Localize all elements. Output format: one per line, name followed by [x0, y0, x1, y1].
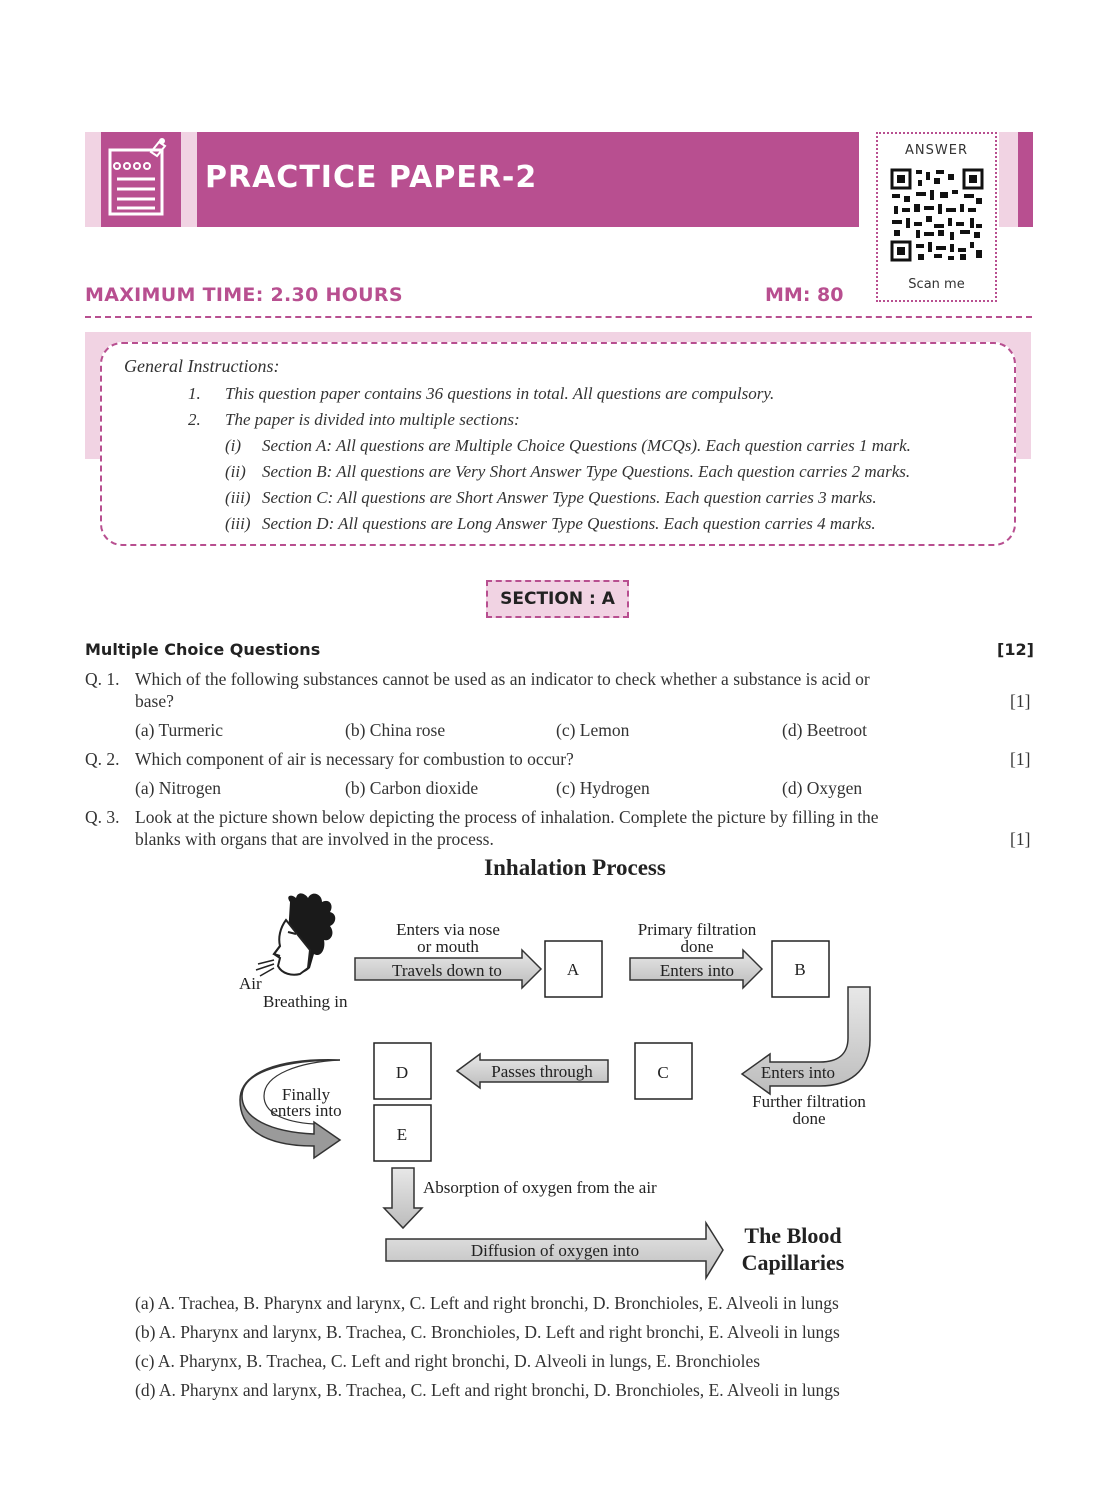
- further-filtration-label: Further filtration: [752, 1092, 866, 1111]
- diagram-title: Inhalation Process: [484, 855, 666, 880]
- blood-capillaries-label: Capillaries: [741, 1250, 845, 1275]
- question-text: Which component of air is necessary for combustion to occur?: [135, 749, 574, 769]
- subinstruction-text: Section D: All questions are Long Answer Type Questions. Each question carries 4 marks.: [262, 514, 876, 533]
- page-title: PRACTICE PAPER-2: [205, 160, 538, 195]
- absorption-label: Absorption of oxygen from the air: [423, 1178, 657, 1197]
- subinstruction-text: Section A: All questions are Multiple Choice Questions (MCQs). Each question carries 1 mark.: [262, 436, 911, 455]
- option[interactable]: (a) Turmeric: [135, 720, 223, 740]
- question-number: Q. 2.: [85, 749, 120, 769]
- option[interactable]: (d) A. Pharynx and larynx, B. Trachea, C. Left and right bronchi, D. Bronchioles, E. Alveoli in lungs: [135, 1380, 840, 1400]
- subinstruction-num: (i): [225, 436, 242, 455]
- head-illustration-icon: [256, 893, 335, 976]
- section-subheading: Multiple Choice Questions: [85, 640, 321, 659]
- section-label: SECTION : A: [486, 580, 629, 618]
- question-text: Which of the following substances cannot be used as an indicator to check whether a substance is acid or: [135, 669, 870, 689]
- max-marks: MM: 80: [765, 284, 844, 306]
- subinstruction-text: Section B: All questions are Very Short Answer Type Questions. Each question carries 2 marks.: [262, 462, 911, 481]
- box-b-label: B: [794, 960, 806, 979]
- notepad-list-icon: [101, 132, 181, 227]
- box-e-label: E: [396, 1125, 408, 1144]
- primary-filtration-label: Primary filtration: [637, 920, 757, 939]
- blood-capillaries-label: The Blood: [744, 1223, 842, 1248]
- option[interactable]: (d) Beetroot: [782, 720, 868, 740]
- instruction-num: 1.: [188, 384, 201, 403]
- inhalation-diagram: [230, 850, 890, 1290]
- option[interactable]: (d) Oxygen: [782, 778, 863, 798]
- option[interactable]: (c) Lemon: [556, 720, 630, 740]
- travels-down-label: Travels down to: [392, 961, 502, 980]
- option[interactable]: (c) Hydrogen: [556, 778, 650, 798]
- option[interactable]: (c) A. Pharynx, B. Trachea, C. Left and right bronchi, D. Alveoli in lungs, E. Bronchioles: [135, 1351, 761, 1371]
- subinstruction-num: (ii): [225, 462, 246, 481]
- question-mark: [1]: [1010, 749, 1031, 769]
- subinstruction-num: (iii): [225, 488, 251, 507]
- option[interactable]: (b) China rose: [345, 720, 446, 740]
- enters-via-label: Enters via nose: [396, 920, 500, 939]
- qr-code[interactable]: [890, 168, 984, 262]
- header-divider: [85, 316, 1032, 318]
- question-text: blanks with organs that are involved in the process.: [135, 829, 494, 849]
- breathing-in-label: Breathing in: [263, 992, 348, 1011]
- header-icon-box: [101, 132, 181, 227]
- instructions-heading: General Instructions:: [124, 356, 280, 376]
- enters-into-label: Enters into: [659, 961, 735, 980]
- finally-label: enters into: [270, 1101, 342, 1120]
- section-marks: [12]: [997, 640, 1034, 659]
- air-label: Air: [239, 974, 262, 993]
- option[interactable]: (b) A. Pharynx and larynx, B. Trachea, C. Bronchioles, D. Left and right bronchi, E. Alveoli in lungs: [135, 1322, 840, 1342]
- instruction-text: This question paper contains 36 questions in total. All questions are compulsory.: [225, 384, 775, 403]
- enters-into-label: Enters into: [760, 1063, 836, 1082]
- box-a-label: A: [566, 960, 580, 979]
- option[interactable]: (a) A. Trachea, B. Pharynx and larynx, C. Left and right bronchi, D. Bronchioles, E. Alveoli in lungs: [135, 1293, 839, 1313]
- primary-filtration-label: done: [680, 937, 714, 956]
- question-mark: [1]: [1010, 829, 1031, 849]
- enters-via-label: or mouth: [417, 937, 479, 956]
- max-time: MAXIMUM TIME: 2.30 HOURS: [85, 284, 403, 306]
- subinstruction-text: Section C: All questions are Short Answer Type Questions. Each question carries 3 marks.: [262, 488, 877, 507]
- box-d-label: D: [395, 1063, 409, 1082]
- qr-top-label: ANSWER: [905, 143, 968, 158]
- passes-through-label: Passes through: [491, 1062, 593, 1081]
- question-number: Q. 3.: [85, 807, 120, 827]
- option[interactable]: (a) Nitrogen: [135, 778, 222, 798]
- box-c-label: C: [657, 1063, 669, 1082]
- further-filtration-label: done: [792, 1109, 826, 1128]
- question-text: base?: [135, 691, 174, 711]
- question-text: Look at the picture shown below depicting the process of inhalation. Complete the picture by filling in the: [135, 807, 879, 827]
- down-arrow-icon: [384, 1168, 422, 1228]
- diffusion-label: Diffusion of oxygen into: [470, 1241, 640, 1260]
- finally-label: Finally: [281, 1085, 331, 1104]
- header-right-strip: [1018, 132, 1033, 227]
- instruction-text: The paper is divided into multiple sections:: [225, 410, 520, 429]
- question-mark: [1]: [1010, 691, 1031, 711]
- option[interactable]: (b) Carbon dioxide: [345, 778, 479, 798]
- instruction-num: 2.: [188, 410, 201, 429]
- subinstruction-num: (iii): [225, 514, 251, 533]
- question-number: Q. 1.: [85, 669, 120, 689]
- qr-bottom-label: Scan me: [908, 277, 965, 292]
